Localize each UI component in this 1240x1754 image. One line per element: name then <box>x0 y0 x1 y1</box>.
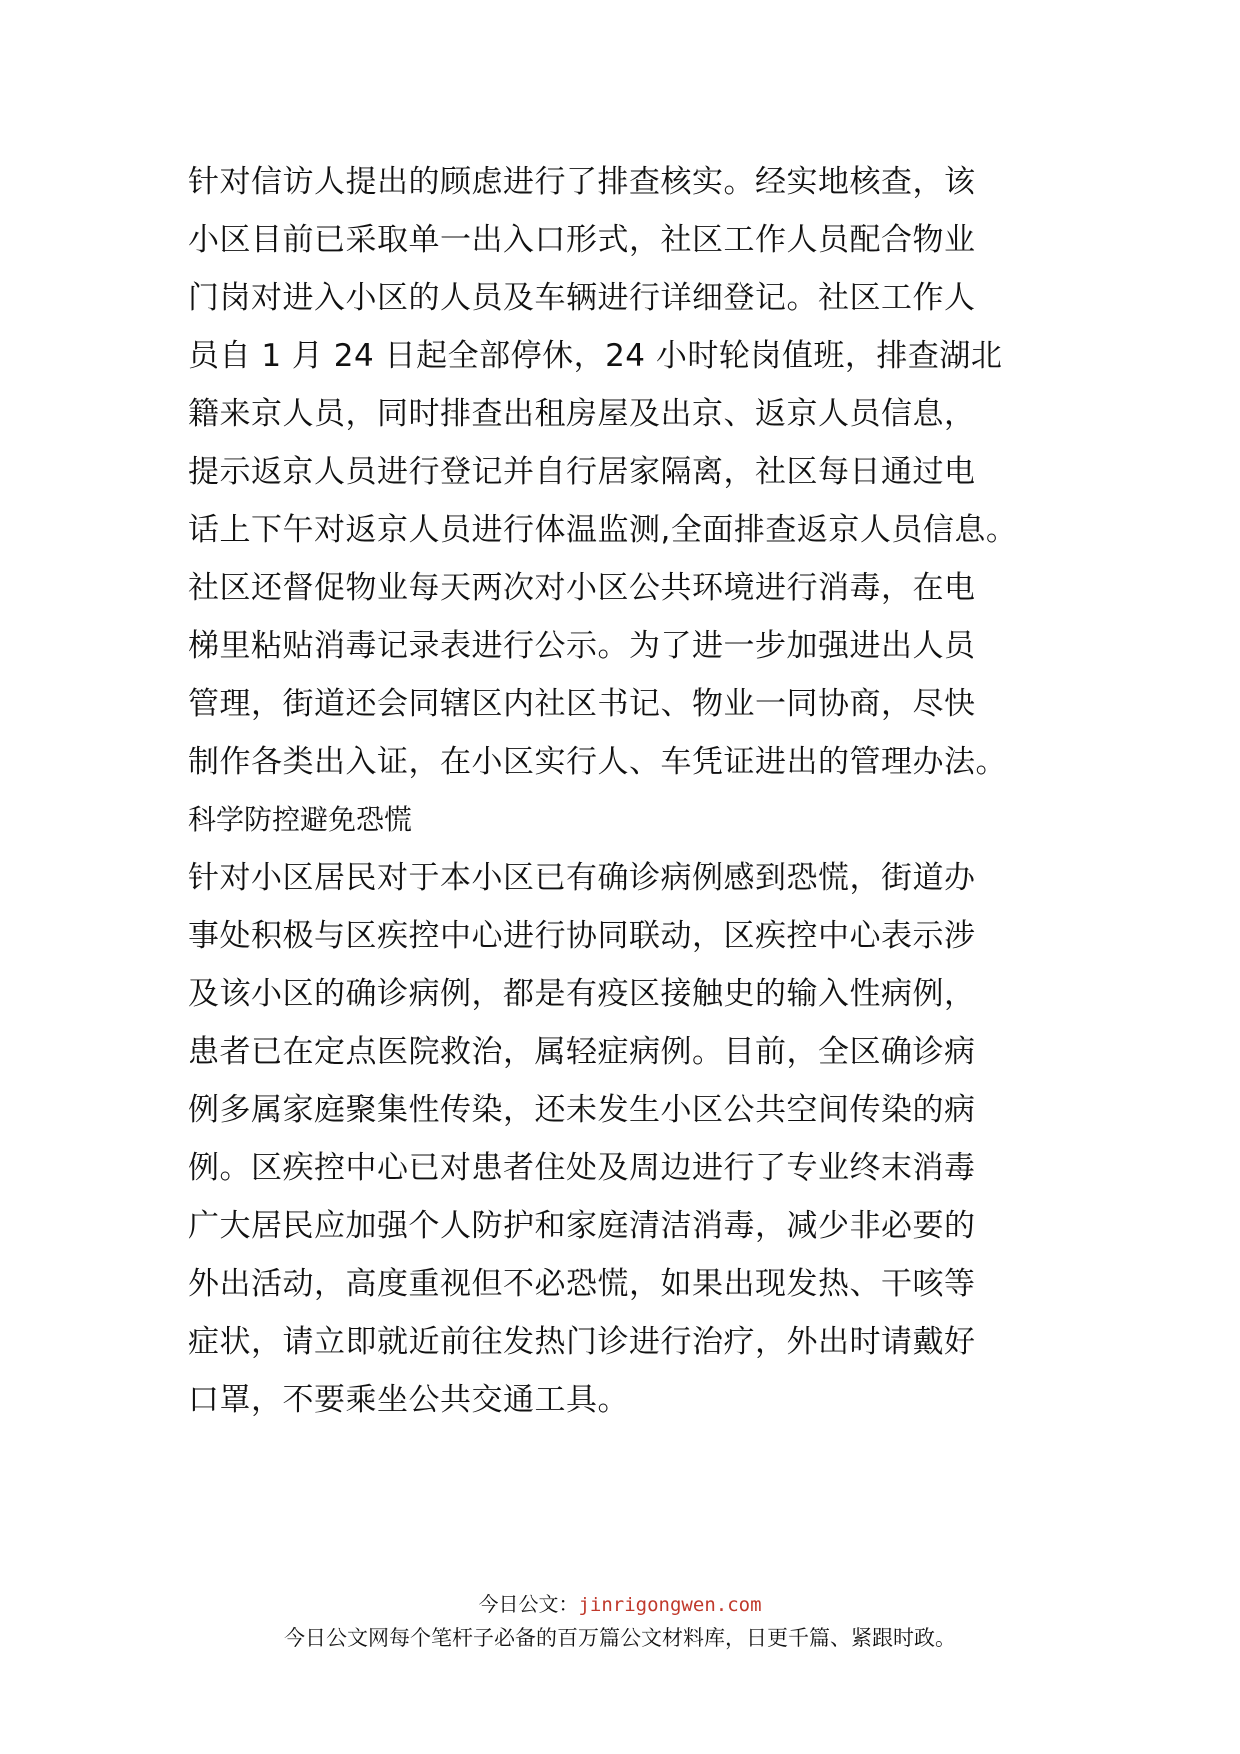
paragraph-line: 症状，请立即就近前往发热门诊进行治疗，外出时请戴好 <box>188 1324 976 1360</box>
paragraph-line: 门岗对进入小区的人员及车辆进行详细登记。社区工作人 <box>188 280 976 316</box>
page-footer <box>0 1590 1240 1653</box>
section-heading: 科学防控避免恐慌 <box>188 803 413 836</box>
paragraph-line: 例多属家庭聚集性传染，还未发生小区公共空间传染的病 <box>188 1092 976 1128</box>
paragraph-line: 例。区疾控中心已对患者住处及周边进行了专业终末消毒 <box>188 1150 976 1186</box>
paragraph-line: 小区目前已采取单一出入口形式，社区工作人员配合物业 <box>188 222 976 258</box>
footer-site-link[interactable]: jinrigongwen.com <box>578 1594 762 1616</box>
paragraph-line: 提示返京人员进行登记并自行居家隔离，社区每日通过电 <box>188 454 976 490</box>
paragraph-line: 社区还督促物业每天两次对小区公共环境进行消毒，在电 <box>188 570 976 606</box>
footer-site-prefix: 今日公文： <box>478 1592 579 1616</box>
paragraph-line: 针对信访人提出的顾虑进行了排查核实。经实地核查，该 <box>188 164 976 200</box>
paragraph-line: 籍来京人员，同时排查出租房屋及出京、返京人员信息， <box>188 396 976 432</box>
paragraph-line: 口罩，不要乘坐公共交通工具。 <box>188 1382 629 1418</box>
footer-site-line <box>0 1590 1240 1619</box>
paragraph-line: 外出活动，高度重视但不必恐慌，如果出现发热、干咳等 <box>188 1266 976 1302</box>
paragraph-line: 针对小区居民对于本小区已有确诊病例感到恐慌，街道办 <box>188 860 976 896</box>
paragraph-line: 制作各类出入证，在小区实行人、车凭证进出的管理办法。 <box>188 744 1007 780</box>
document-body <box>188 153 1078 1429</box>
paragraph-line: 话上下午对返京人员进行体温监测,全面排查返京人员信息。 <box>188 512 1018 548</box>
paragraph-line: 及该小区的确诊病例，都是有疫区接触史的输入性病例， <box>188 976 976 1012</box>
paragraph-line: 患者已在定点医院救治，属轻症病例。目前，全区确诊病 <box>188 1034 976 1070</box>
paragraph-line: 广大居民应加强个人防护和家庭清洁消毒，减少非必要的 <box>188 1208 976 1244</box>
footer-slogan: 今日公文网每个笔杆子必备的百万篇公文材料库，日更千篇、紧跟时政。 <box>284 1626 956 1650</box>
paragraph-line: 梯里粘贴消毒记录表进行公示。为了进一步加强进出人员 <box>188 628 976 664</box>
paragraph-line: 员自 1 月 24 日起全部停休，24 小时轮岗值班，排查湖北 <box>188 338 1003 374</box>
paragraph-line: 事处积极与区疾控中心进行协同联动，区疾控中心表示涉 <box>188 918 976 954</box>
paragraph-line: 管理，街道还会同辖区内社区书记、物业一同协商，尽快 <box>188 686 976 722</box>
